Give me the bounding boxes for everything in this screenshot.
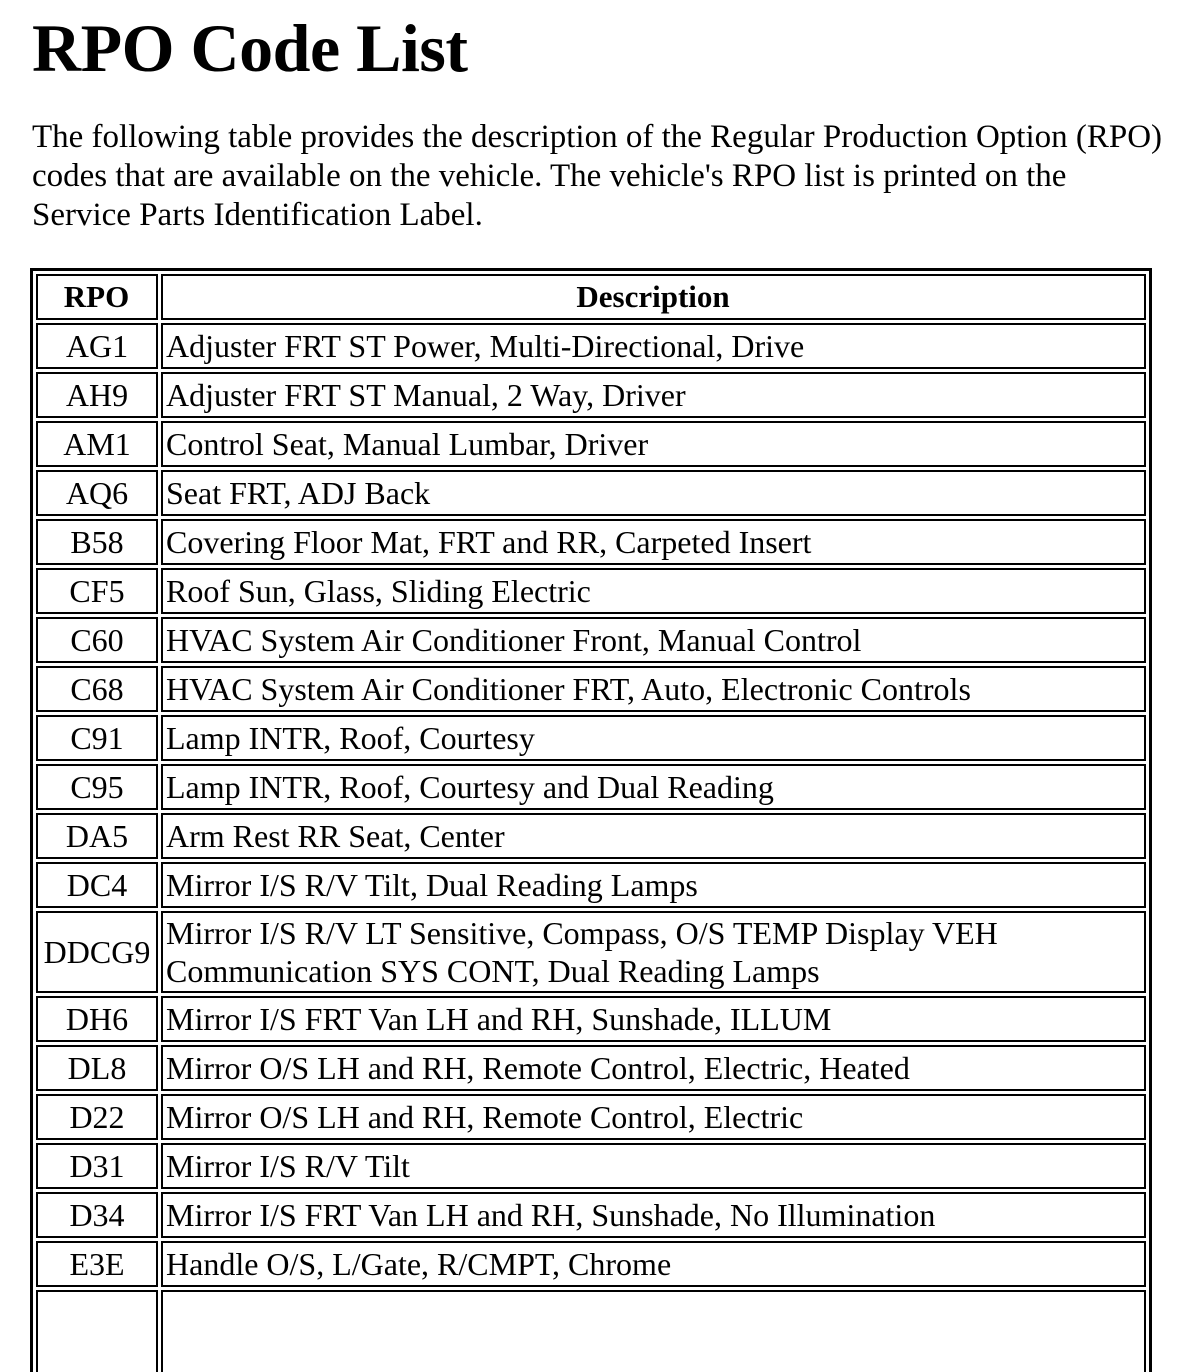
rpo-description: Mirror O/S LH and RH, Remote Control, Electric — [161, 1094, 1146, 1140]
rpo-code: D34 — [36, 1192, 158, 1238]
rpo-code: D22 — [36, 1094, 158, 1140]
rpo-code: C95 — [36, 764, 158, 810]
rpo-description: Mirror O/S LH and RH, Remote Control, Electric, Heated — [161, 1045, 1146, 1091]
rpo-description: Adjuster FRT ST Power, Multi-Directional, Drive — [161, 323, 1146, 369]
rpo-code: DDCG9 — [36, 911, 158, 993]
rpo-description: Lamp INTR, Roof, Courtesy — [161, 715, 1146, 761]
rpo-description-empty — [161, 1290, 1146, 1372]
table-header-row — [36, 274, 1146, 320]
rpo-description: Control Seat, Manual Lumbar, Driver — [161, 421, 1146, 467]
rpo-code: B58 — [36, 519, 158, 565]
table-row — [36, 617, 1146, 663]
rpo-description: Roof Sun, Glass, Sliding Electric — [161, 568, 1146, 614]
table-row — [36, 911, 1146, 993]
table-body — [36, 323, 1146, 1372]
table-row — [36, 323, 1146, 369]
rpo-code: CF5 — [36, 568, 158, 614]
rpo-code: AQ6 — [36, 470, 158, 516]
rpo-code: AM1 — [36, 421, 158, 467]
table-row — [36, 470, 1146, 516]
rpo-description: Adjuster FRT ST Manual, 2 Way, Driver — [161, 372, 1146, 418]
rpo-table-container — [30, 268, 1152, 1372]
rpo-code: AG1 — [36, 323, 158, 369]
table-row — [36, 519, 1146, 565]
table-row — [36, 764, 1146, 810]
rpo-description: HVAC System Air Conditioner Front, Manual Control — [161, 617, 1146, 663]
table-row — [36, 1045, 1146, 1091]
rpo-description: Lamp INTR, Roof, Courtesy and Dual Reading — [161, 764, 1146, 810]
rpo-code: C91 — [36, 715, 158, 761]
rpo-description: Mirror I/S FRT Van LH and RH, Sunshade, ILLUM — [161, 996, 1146, 1042]
page-title: RPO Code List — [32, 10, 468, 86]
rpo-description: Seat FRT, ADJ Back — [161, 470, 1146, 516]
rpo-description: Handle O/S, L/Gate, R/CMPT, Chrome — [161, 1241, 1146, 1287]
header-rpo: RPO — [36, 274, 158, 320]
table-row — [36, 862, 1146, 908]
rpo-code: DA5 — [36, 813, 158, 859]
rpo-description: Mirror I/S R/V Tilt — [161, 1143, 1146, 1189]
table-row — [36, 1143, 1146, 1189]
intro-paragraph: The following table provides the description of the Regular Production Option (RPO) codes that are available on the vehicle. The vehicle's RPO list is printed on the Service Parts Identification Label. — [32, 119, 1163, 233]
rpo-table — [33, 271, 1149, 1372]
rpo-description: Mirror I/S FRT Van LH and RH, Sunshade, No Illumination — [161, 1192, 1146, 1238]
rpo-description: Covering Floor Mat, FRT and RR, Carpeted Insert — [161, 519, 1146, 565]
rpo-code: DH6 — [36, 996, 158, 1042]
rpo-description: Mirror I/S R/V LT Sensitive, Compass, O/S TEMP Display VEH Communication SYS CONT, Dual Reading Lamps — [161, 911, 1146, 993]
rpo-description: HVAC System Air Conditioner FRT, Auto, Electronic Controls — [161, 666, 1146, 712]
table-row — [36, 996, 1146, 1042]
header-description: Description — [161, 274, 1146, 320]
rpo-code: AH9 — [36, 372, 158, 418]
rpo-code: DL8 — [36, 1045, 158, 1091]
rpo-description: Arm Rest RR Seat, Center — [161, 813, 1146, 859]
rpo-description: Mirror I/S R/V Tilt, Dual Reading Lamps — [161, 862, 1146, 908]
rpo-code-empty — [36, 1290, 158, 1372]
table-row — [36, 421, 1146, 467]
table-row — [36, 813, 1146, 859]
rpo-code: D31 — [36, 1143, 158, 1189]
rpo-code: C60 — [36, 617, 158, 663]
table-row — [36, 1094, 1146, 1140]
table-row — [36, 666, 1146, 712]
table-row — [36, 372, 1146, 418]
rpo-code: C68 — [36, 666, 158, 712]
rpo-code: E3E — [36, 1241, 158, 1287]
table-row — [36, 568, 1146, 614]
table-row — [36, 1192, 1146, 1238]
rpo-code: DC4 — [36, 862, 158, 908]
table-row — [36, 1241, 1146, 1287]
table-row-cut-off — [36, 1290, 1146, 1372]
table-row — [36, 715, 1146, 761]
